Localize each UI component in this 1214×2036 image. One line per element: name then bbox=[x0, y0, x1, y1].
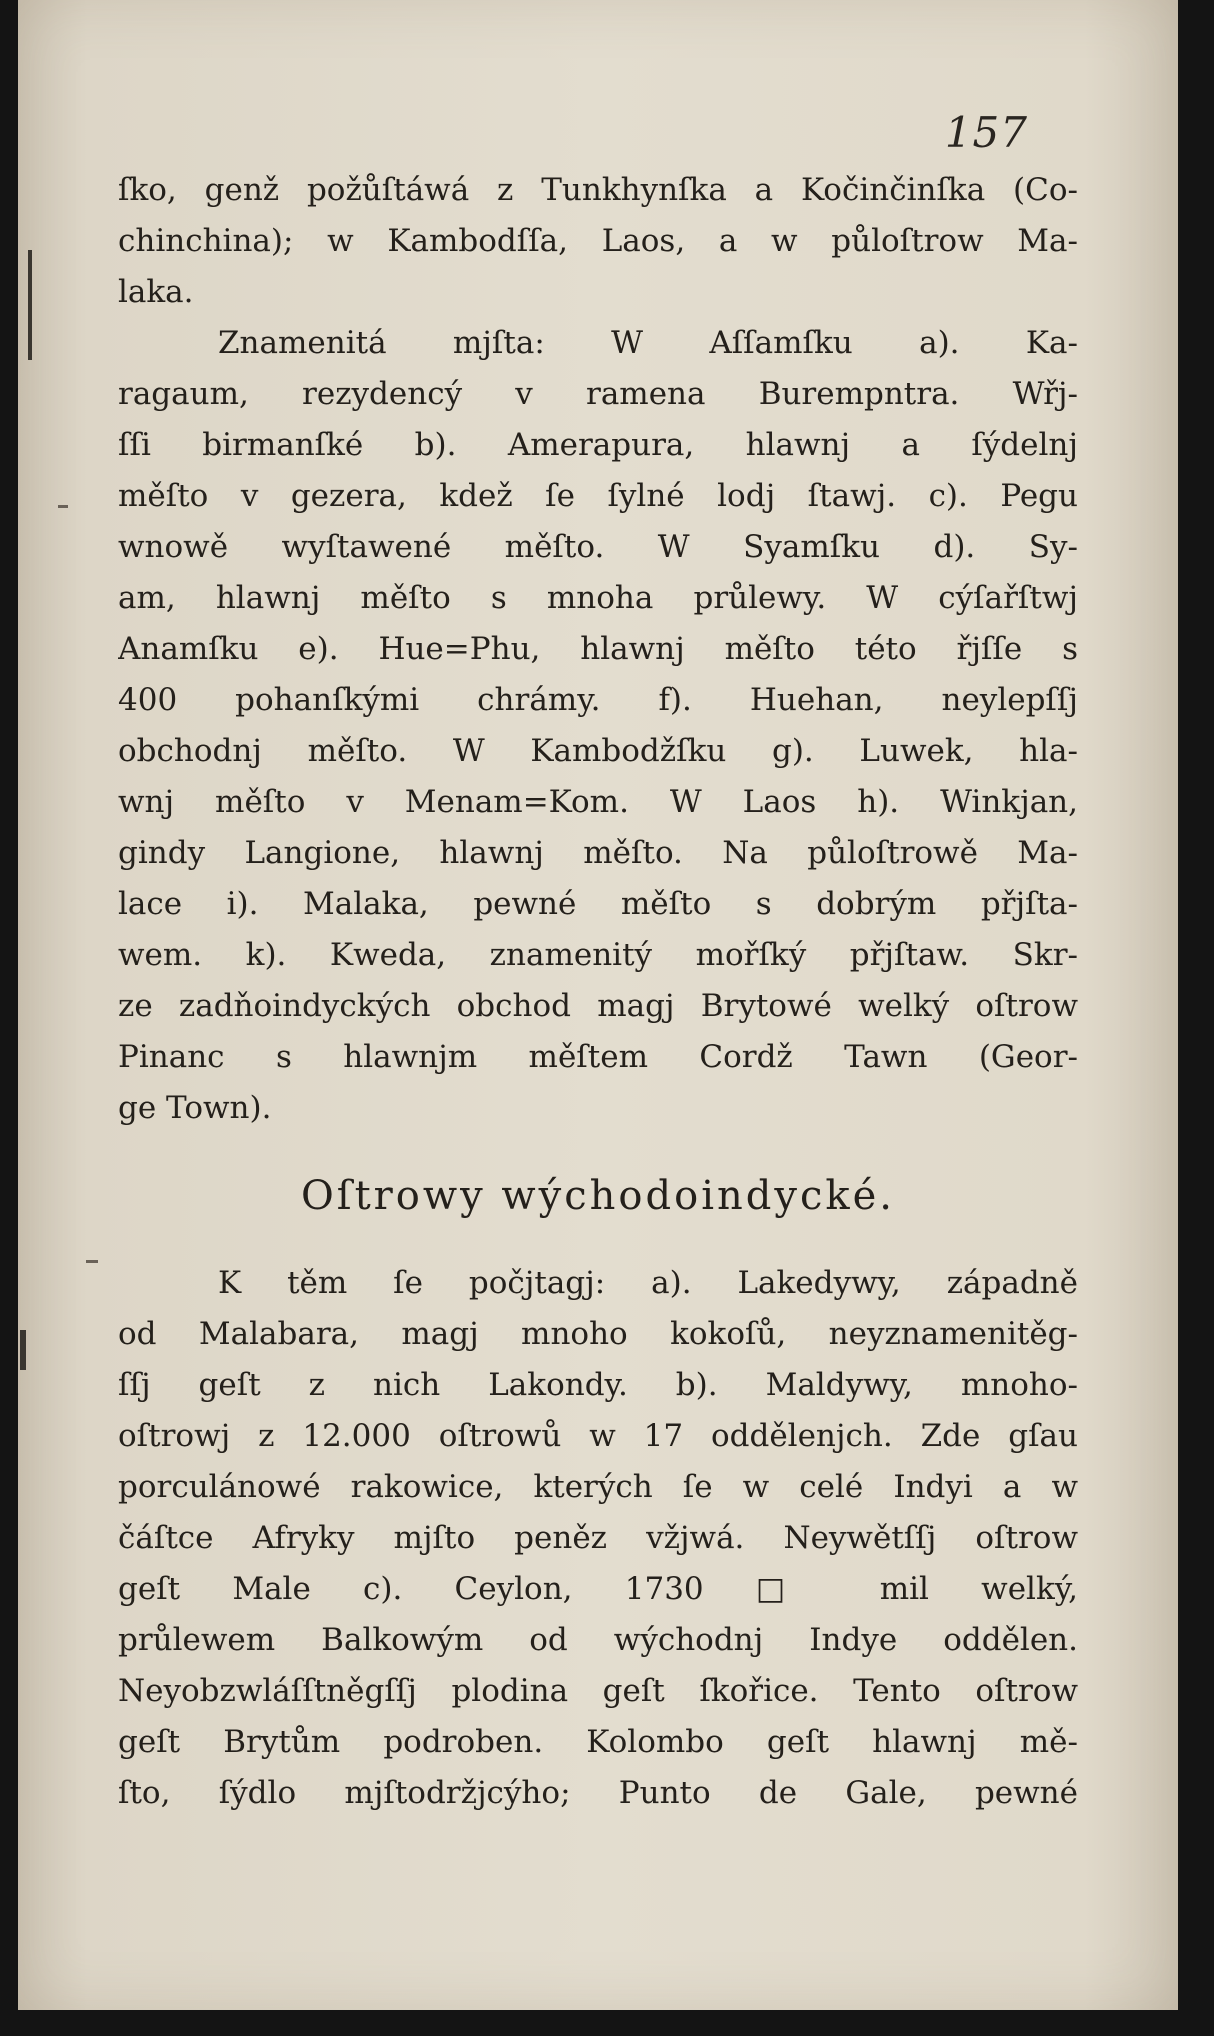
text-line: wnj měſto v Menam=Kom. W Laos h). Winkjan, bbox=[118, 784, 1078, 820]
text-line: průlewem Balkowým od wýchodnj Indye oddělen. bbox=[118, 1622, 1078, 1658]
text-line: ze zadňoindyckých obchod magj Brytowé welký oſtrow bbox=[118, 988, 1078, 1024]
text-line: K těm ſe počjtagj: a). Lakedywy, západně bbox=[218, 1265, 1078, 1301]
text-line: 400 pohanſkými chrámy. f). Huehan, neylepſſj bbox=[118, 682, 1078, 718]
margin-mark-small bbox=[20, 1330, 26, 1370]
text-line: čáſtce Afryky mjſto peněz vžjwá. Neywětſſj oſtrow bbox=[118, 1520, 1078, 1556]
text-line: ſto, ſýdlo mjſtodržjcýho; Punto de Gale, pewné bbox=[118, 1775, 1078, 1811]
text-line: měſto v gezera, kdež ſe ſylné lodj ſtawj. c). Pegu bbox=[118, 478, 1078, 514]
margin-dash-2 bbox=[86, 1260, 98, 1263]
text-line: wnowě wyſtawené měſto. W Syamſku d). Sy- bbox=[118, 529, 1078, 565]
text-line: chinchina); w Kambodſſa, Laos, a w půloſtrow Ma- bbox=[118, 223, 1078, 259]
text-block bbox=[118, 165, 1078, 1819]
text-line: od Malabara, magj mnoho kokoſů, neyznamenitěg- bbox=[118, 1316, 1078, 1352]
text-line: porculánowé rakowice, kterých ſe w celé Indyi a w bbox=[118, 1469, 1078, 1505]
text-line: gindy Langione, hlawnj měſto. Na půloſtrowě Ma- bbox=[118, 835, 1078, 871]
text-line: ge Town). bbox=[118, 1090, 272, 1126]
text-line: Znamenitá mjſta: W Aſſamſku a). Ka- bbox=[218, 325, 1078, 361]
text-line: ſko, genž požůſtáwá z Tunkhynſka a Kočinčinſka (Co- bbox=[118, 172, 1078, 208]
text-line: Anamſku e). Hue=Phu, hlawnj měſto této řjſſe s bbox=[118, 631, 1078, 667]
text-line: lace i). Malaka, pewné měſto s dobrým přjſta- bbox=[118, 886, 1078, 922]
book-page bbox=[18, 0, 1178, 2010]
margin-mark-top bbox=[28, 250, 32, 360]
text-line: ſſi birmanſké b). Amerapura, hlawnj a ſýdelnj bbox=[118, 427, 1078, 463]
text-line: laka. bbox=[118, 274, 194, 310]
text-line: ſſj geſt z nich Lakondy. b). Maldywy, mnoho- bbox=[118, 1367, 1078, 1403]
text-line: oſtrowj z 12.000 oſtrowů w 17 oddělenjch. Zde gſau bbox=[118, 1418, 1078, 1454]
section-heading: Oſtrowy wýchodoindycké. bbox=[301, 1173, 895, 1219]
text-line: wem. k). Kweda, znamenitý mořſký přjſtaw. Skr- bbox=[118, 937, 1078, 973]
text-line: geſt Male c). Ceylon, 1730 □ mil welký, bbox=[118, 1571, 1078, 1607]
text-line: am, hlawnj měſto s mnoha průlewy. W cýſařſtwj bbox=[118, 580, 1078, 616]
margin-dash-1 bbox=[58, 505, 68, 508]
text-line: obchodnj měſto. W Kambodžſku g). Luwek, hla- bbox=[118, 733, 1078, 769]
page-number: 157 bbox=[944, 108, 1028, 157]
text-line: geſt Brytům podroben. Kolombo geſt hlawnj mě- bbox=[118, 1724, 1078, 1760]
text-line: Pinanc s hlawnjm měſtem Cordž Tawn (Geor- bbox=[118, 1039, 1078, 1075]
text-line: Neyobzwláſſtněgſſj plodina geſt ſkořice. Tento oſtrow bbox=[118, 1673, 1078, 1709]
text-line: ragaum, rezydencý v ramena Burempntra. Wřj- bbox=[118, 376, 1078, 412]
